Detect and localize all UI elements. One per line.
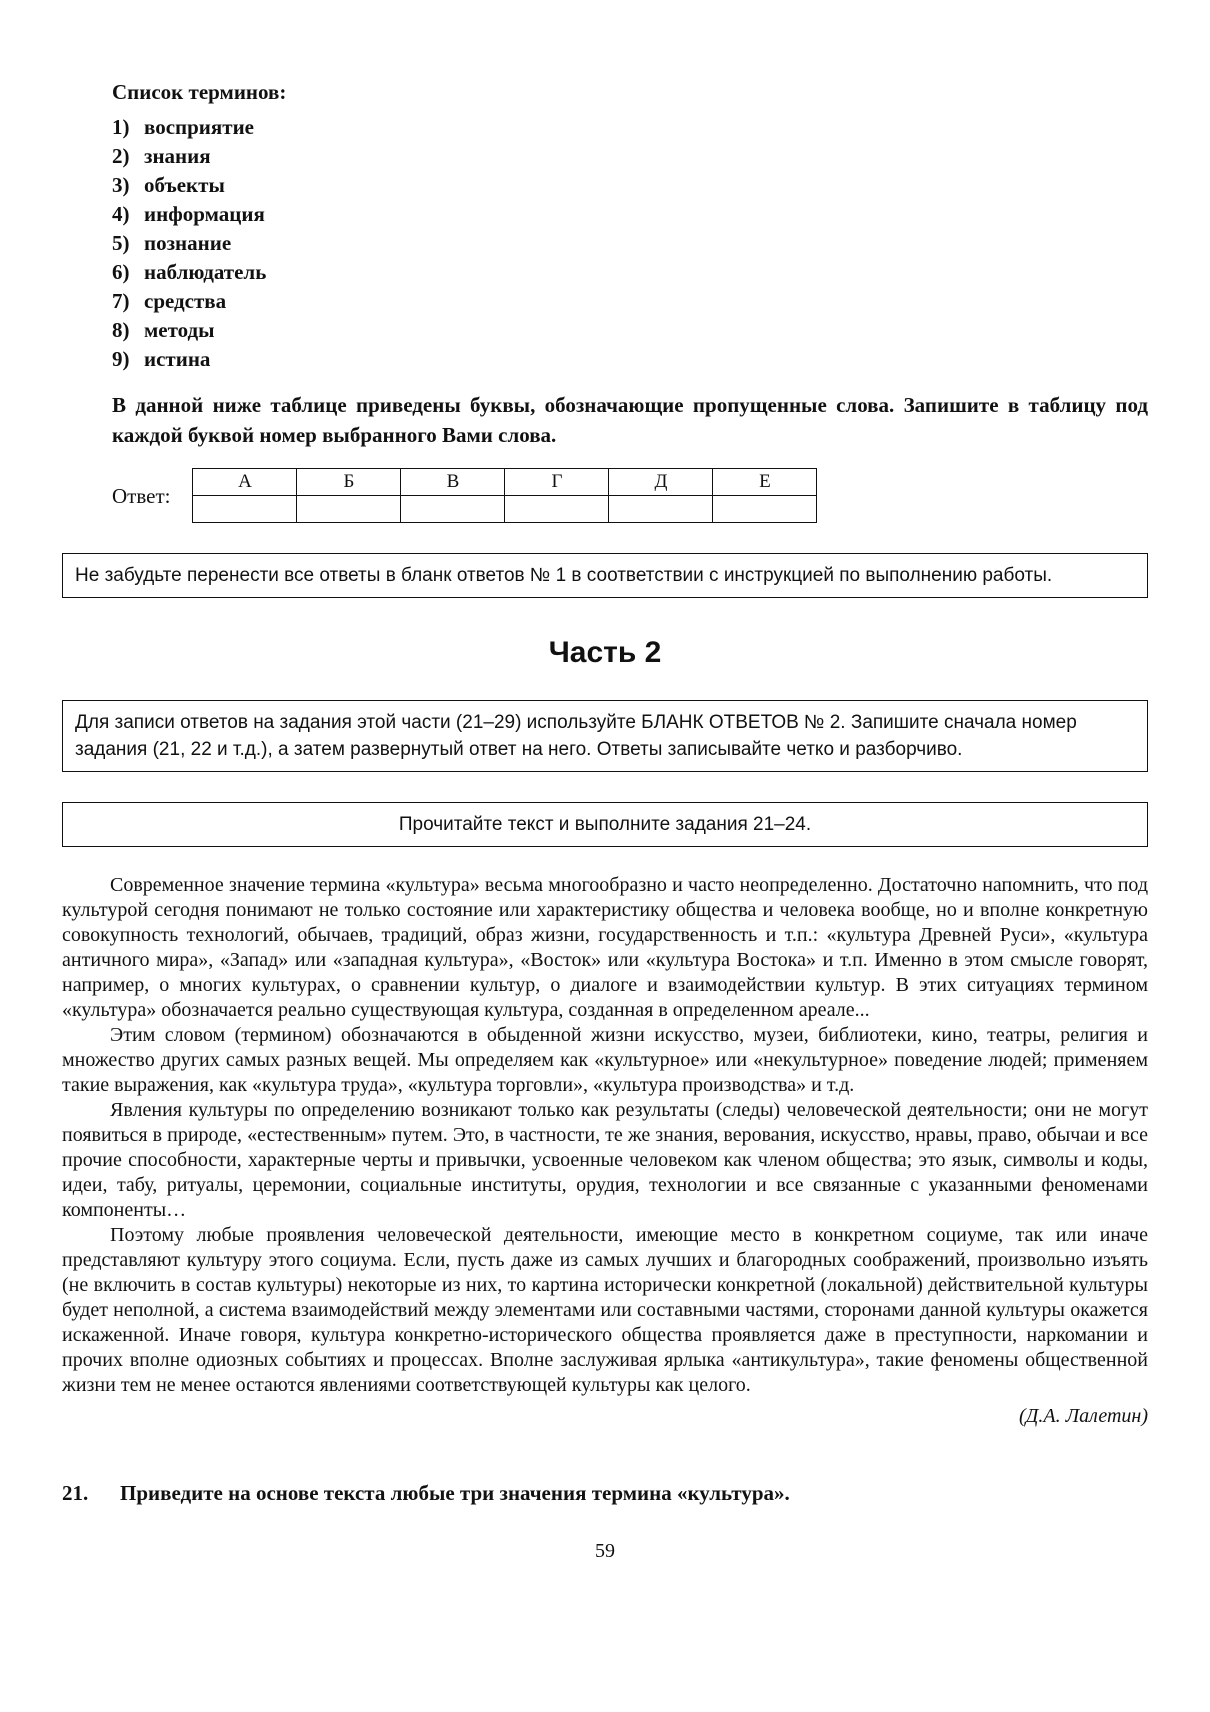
term-label: средства <box>144 289 227 313</box>
text-paragraph: Явления культуры по определению возникают только как результаты (следы) человеческой деятельности; они не могут появиться в природе, «естественным» путем. Это, в частности, те же знания, верования, искусство, нравы, право, обычаи и все прочие способности, характерные черты и привычки, усвоенные человеком как членом общества; это язык, символы и коды, идеи, табу, ритуалы, церемонии, социальные институты, орудия, технологии и все связанные с указанными феноменами компоненты… <box>62 1099 1148 1221</box>
task-text: Приведите на основе текста любые три значения термина «культура». <box>120 1481 790 1505</box>
answer-cell <box>505 496 609 523</box>
term-number: 5) <box>112 231 130 255</box>
term-item <box>112 142 1148 171</box>
answer-table <box>192 468 817 523</box>
term-number: 1) <box>112 115 130 139</box>
term-item <box>112 258 1148 287</box>
term-number: 4) <box>112 202 130 226</box>
term-item <box>112 200 1148 229</box>
term-label: информация <box>144 202 265 226</box>
term-number: 9) <box>112 347 130 371</box>
term-label: восприятие <box>144 115 254 139</box>
read-text-note: Прочитайте текст и выполните задания 21–24. <box>62 802 1148 847</box>
term-number: 2) <box>112 144 130 168</box>
answer-table-blank-row <box>193 496 817 523</box>
answer-cell <box>401 496 505 523</box>
term-item <box>112 171 1148 200</box>
page-number: 59 <box>595 1540 615 1562</box>
term-item <box>112 316 1148 345</box>
answer-label: Ответ: <box>112 484 171 508</box>
answer-column-header: А <box>193 469 297 496</box>
answer-column-header: Г <box>505 469 609 496</box>
term-item <box>112 113 1148 142</box>
term-item <box>112 287 1148 316</box>
text-paragraph: Современное значение термина «культура» весьма многообразно и часто неопределенно. Достаточно напомнить, что под культурой сегодня понимают не только состояние или характеристику общества и человека вообще, но и вполне конкретную совокупность технологий, обычаев, традиций, образ жизни, государственность и т.п.: «культура Древней Руси», «культура античного мира», «Запад» или «западная культура», «Восток» или «культура Востока» и т.п. Именно в этом смысле говорят, например, о многих культурах, о сравнении культур, о диалоге и взаимодействии культур. В этих ситуациях термином «культура» обозначается реально существующая культура, созданная в определенном ареале... <box>62 874 1148 1021</box>
term-number: 8) <box>112 318 130 342</box>
answer-cell <box>297 496 401 523</box>
answer-section <box>62 468 1148 523</box>
answer-column-header: Е <box>713 469 817 496</box>
term-label: наблюдатель <box>144 260 267 284</box>
transfer-answers-note: Не забудьте перенести все ответы в бланк ответов № 1 в соответствии с инструкцией по выполнению работы. <box>62 553 1148 598</box>
answer-table-header-row <box>193 469 817 496</box>
term-label: истина <box>144 347 211 371</box>
terms-section <box>62 80 1148 374</box>
answer-column-header: Б <box>297 469 401 496</box>
text-paragraph: Этим словом (термином) обозначаются в обыденной жизни искусство, музеи, библиотеки, кино, театры, религия и множество других самых разных вещей. Мы определяем как «культурное» или «некультурное» поведение людей; применяем такие выражения, как «культура труда», «культура торговли», «культура производства» и т.д. <box>62 1024 1148 1096</box>
term-number: 6) <box>112 260 130 284</box>
answer-column-header: Д <box>609 469 713 496</box>
term-item <box>112 345 1148 374</box>
answer-cell <box>609 496 713 523</box>
reading-text <box>62 873 1148 1429</box>
task-number: 21. <box>62 1481 89 1505</box>
term-number: 3) <box>112 173 130 197</box>
term-item <box>112 229 1148 258</box>
task-21 <box>62 1481 1148 1506</box>
author-attribution: (Д.А. Лалетин) <box>1018 1405 1148 1427</box>
answer-column-header: В <box>401 469 505 496</box>
term-label: методы <box>144 318 215 342</box>
term-number: 7) <box>112 289 130 313</box>
part2-heading: Часть 2 <box>548 636 662 669</box>
text-paragraph: Поэтому любые проявления человеческой деятельности, имеющие место в конкретном социуме, так или иначе представляют культуру этого социума. Если, пусть даже из самых лучших и благородных соображений, произвольно изъять (не включить в состав культуры) некоторые из них, то картина исторически конкретной (локальной) действительной культуры будет неполной, а система взаимодействий между элементами или составными частями, сторонами данной культуры окажется искаженной. Иначе говоря, культура конкретно-исторического общества проявляется даже в преступности, наркомании и прочих вполне одиозных событиях и процессах. Вполне заслуживая ярлыка «антикультура», такие феномены общественной жизни тем не менее остаются явлениями соответствующей культуры как целого. <box>62 1224 1148 1396</box>
part2-instruction-note: Для записи ответов на задания этой части (21–29) используйте БЛАНК ОТВЕТОВ № 2. Запишите сначала номер задания (21, 22 и т.д.), а затем развернутый ответ на него. Ответы записывайте четко и разборчиво. <box>62 700 1148 772</box>
answer-cell <box>193 496 297 523</box>
term-label: познание <box>144 231 232 255</box>
table-instruction: В данной ниже таблице приведены буквы, обозначающие пропущенные слова. Запишите в таблицу под каждой буквой номер выбранного Вами слова. <box>112 393 1148 447</box>
term-label: объекты <box>144 173 225 197</box>
answer-cell <box>713 496 817 523</box>
terms-title: Список терминов: <box>112 80 287 104</box>
term-label: знания <box>144 144 211 168</box>
